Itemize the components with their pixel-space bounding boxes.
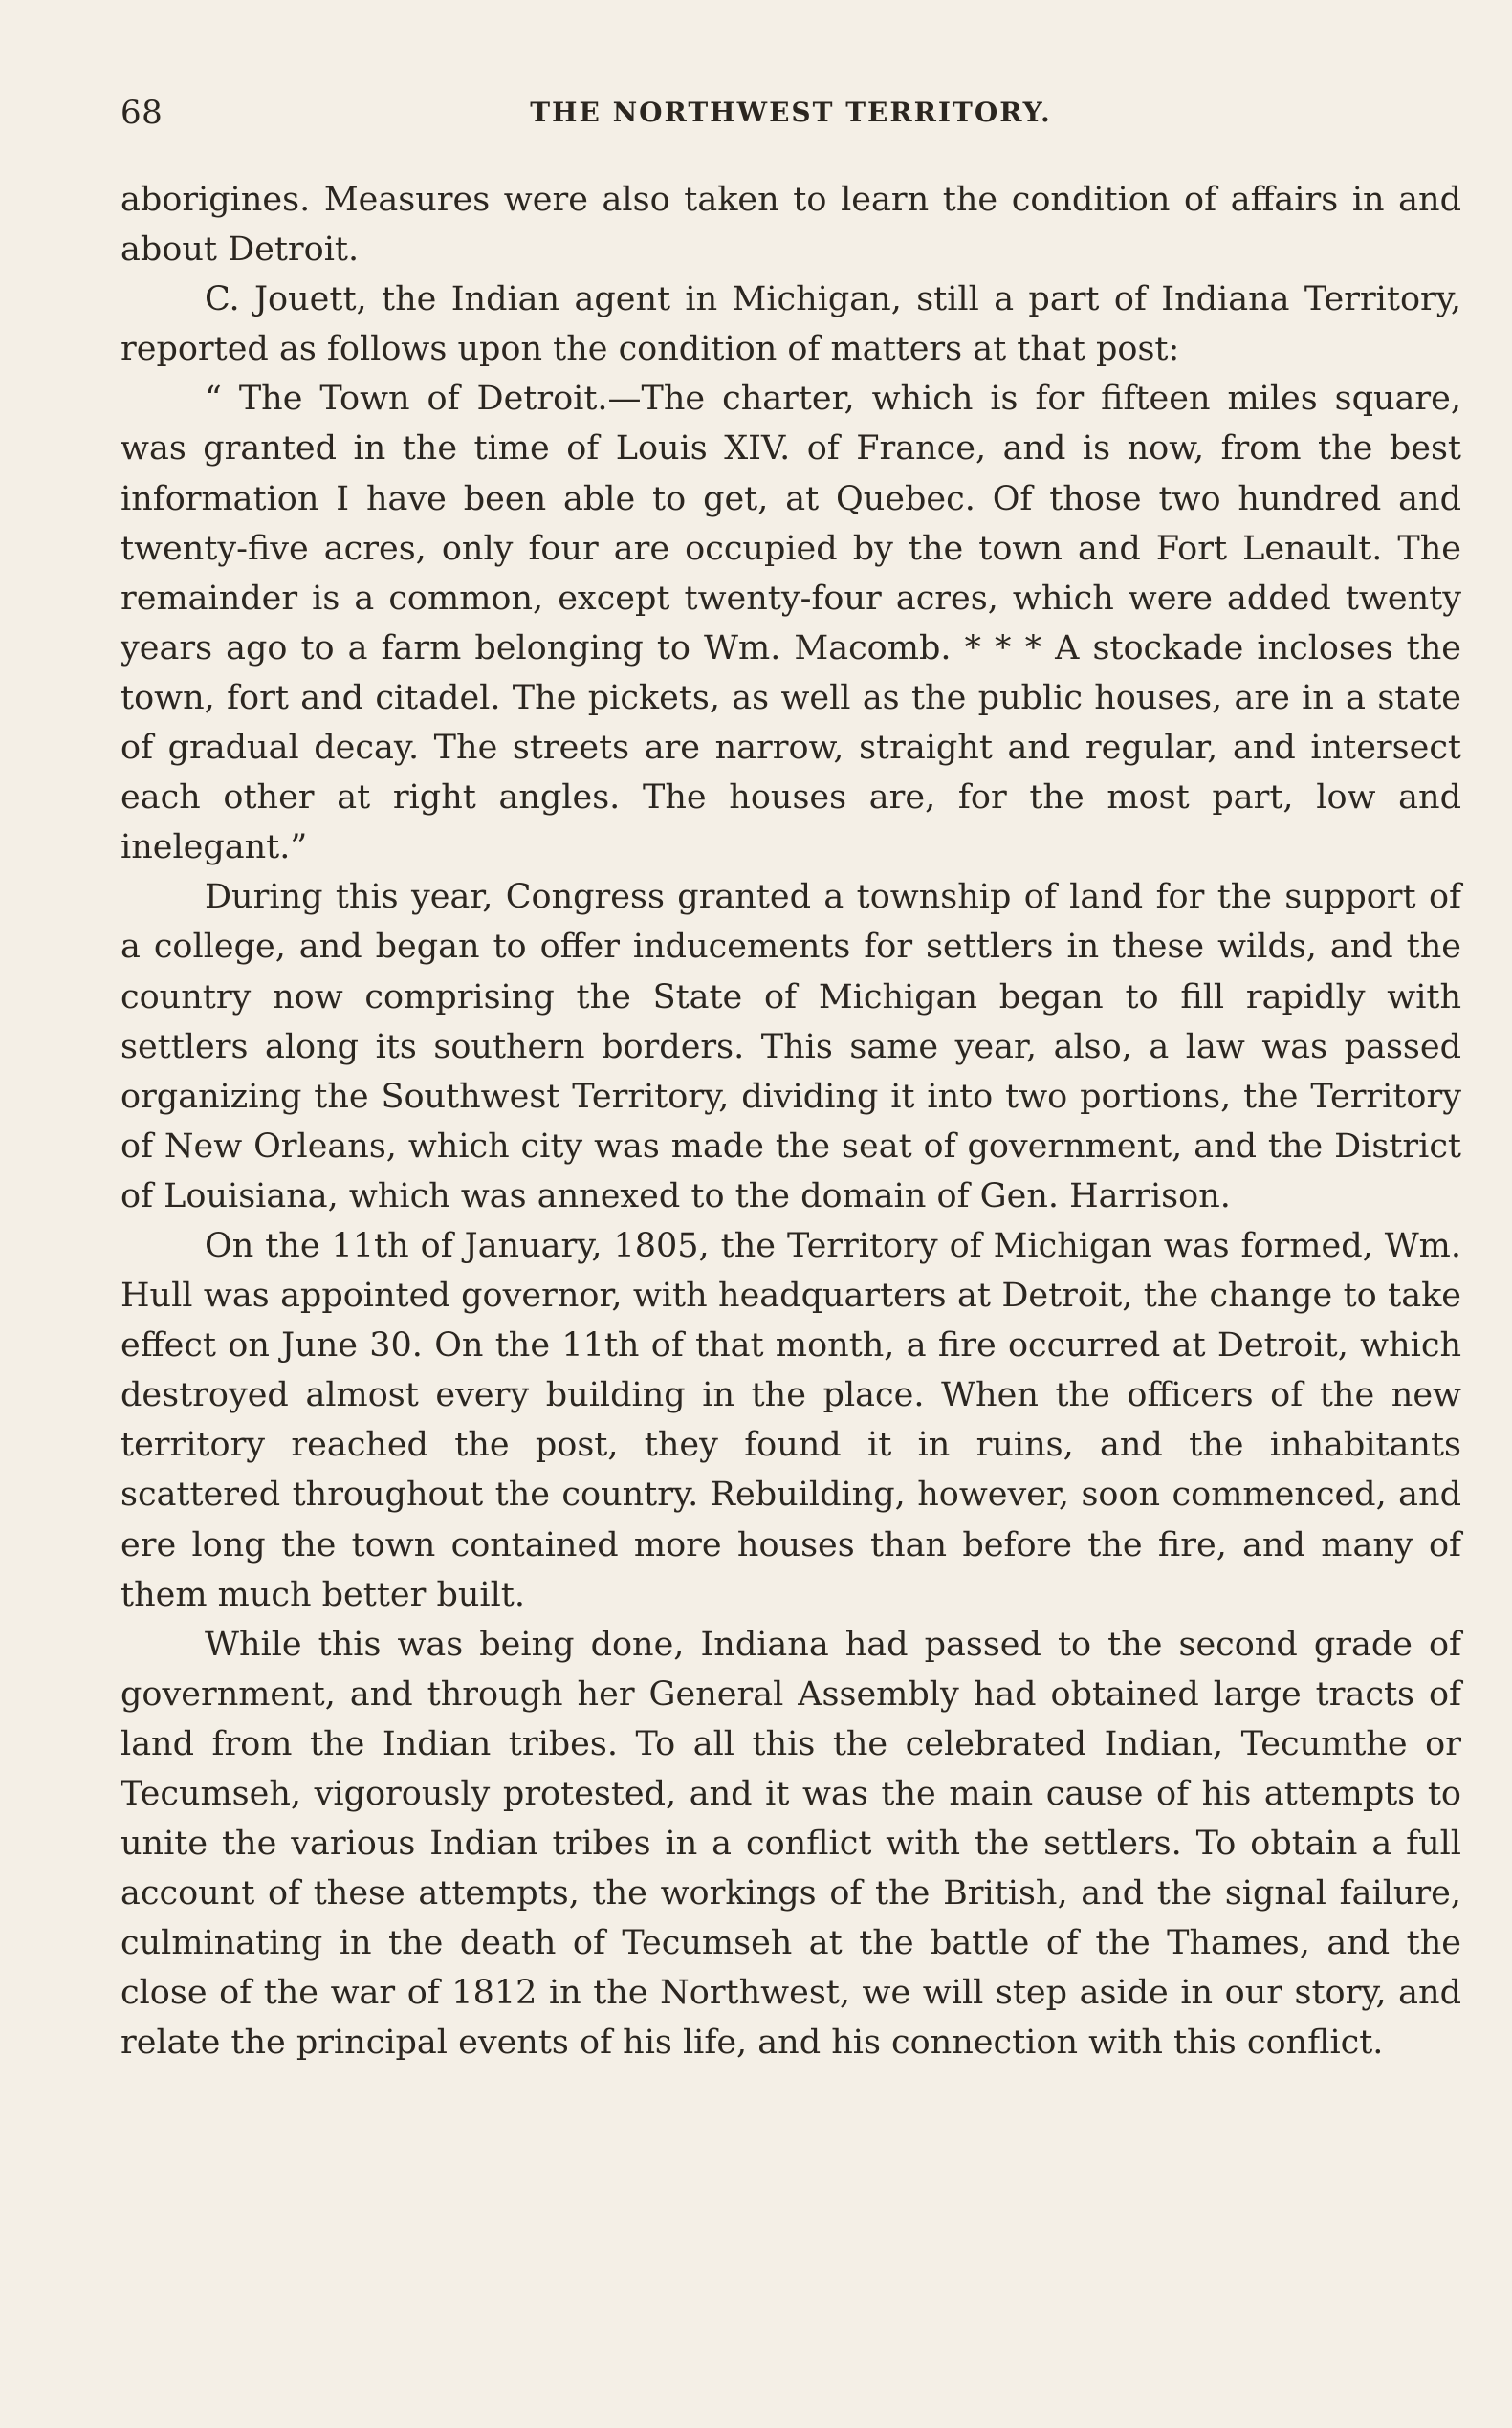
paragraph: aborigines. Measures were also taken to learn the condition of affairs in and about Detroit. xyxy=(121,181,1461,270)
paragraph: During this year, Congress granted a township of land for the support of a college, and began to offer inducements for settlers in these wilds, and the country now comprising the State of Michigan began to fill rapidly with settlers along its southern borders. This same year, also, a law was passed organizing the Southwest Territory, dividing it into two portions, the Territory of New Orleans, which city was made the seat of government, and the District of Louisiana, which was annexed to the domain of Gen. Harrison. xyxy=(121,878,1461,1215)
quoted-paragraph: “ The Town of Detroit.—The charter, which is for fifteen miles square, was granted in the time of Louis XIV. of France, and is now, from the best information I have been able to get, at Quebec. Of those two hundred and twenty-five acres, only four are occupied by the town and Fort Lenault. The remainder is a common, except twenty-four acres, which were added twenty years ago to a farm belonging to Wm. Macomb. * * * A stockade incloses the town, fort and citadel. The pickets, as well as the public houses, are in a state of gradual decay. The streets are narrow, straight and regular, and intersect each other at right angles. The houses are, for the most part, low and inelegant.” xyxy=(121,380,1461,867)
paragraph: While this was being done, Indiana had passed to the second grade of government, and through her General Assembly had obtained large tracts of land from the Indian tribes. To all this the celebrated Indian, Tecumthe or Tecumseh, vigorously protested, and it was the main cause of his attempts to unite the various Indian tribes in a conflict with the settlers. To obtain a full account of these attempts, the workings of the British, and the signal failure, culminating in the death of Tecumseh at the battle of the Thames, and the close of the war of 1812 in the Northwest, we will step aside in our story, and relate the principal events of his life, and his connection with this conflict. xyxy=(121,1625,1461,2063)
page-number: 68 xyxy=(121,94,164,132)
running-head: THE NORTHWEST TERRITORY. xyxy=(530,97,1052,128)
paragraph: C. Jouett, the Indian agent in Michigan, still a part of Indiana Territory, reported as follows upon the condition of matters at that post: xyxy=(121,280,1461,369)
page-header xyxy=(121,88,1461,138)
body-text xyxy=(121,175,1461,2068)
paragraph: On the 11th of January, 1805, the Territory of Michigan was formed, Wm. Hull was appointed governor, with headquarters at Detroit, the change to take effect on June 30. On the 11th of that month, a fire occurred at Detroit, which destroyed almost every building in the place. When the officers of the new territory reached the post, they found it in ruins, and the inhabitants scattered throughout the country. Rebuilding, however, soon commenced, and ere long the town contained more houses than before the fire, and many of them much better built. xyxy=(121,1226,1461,1614)
